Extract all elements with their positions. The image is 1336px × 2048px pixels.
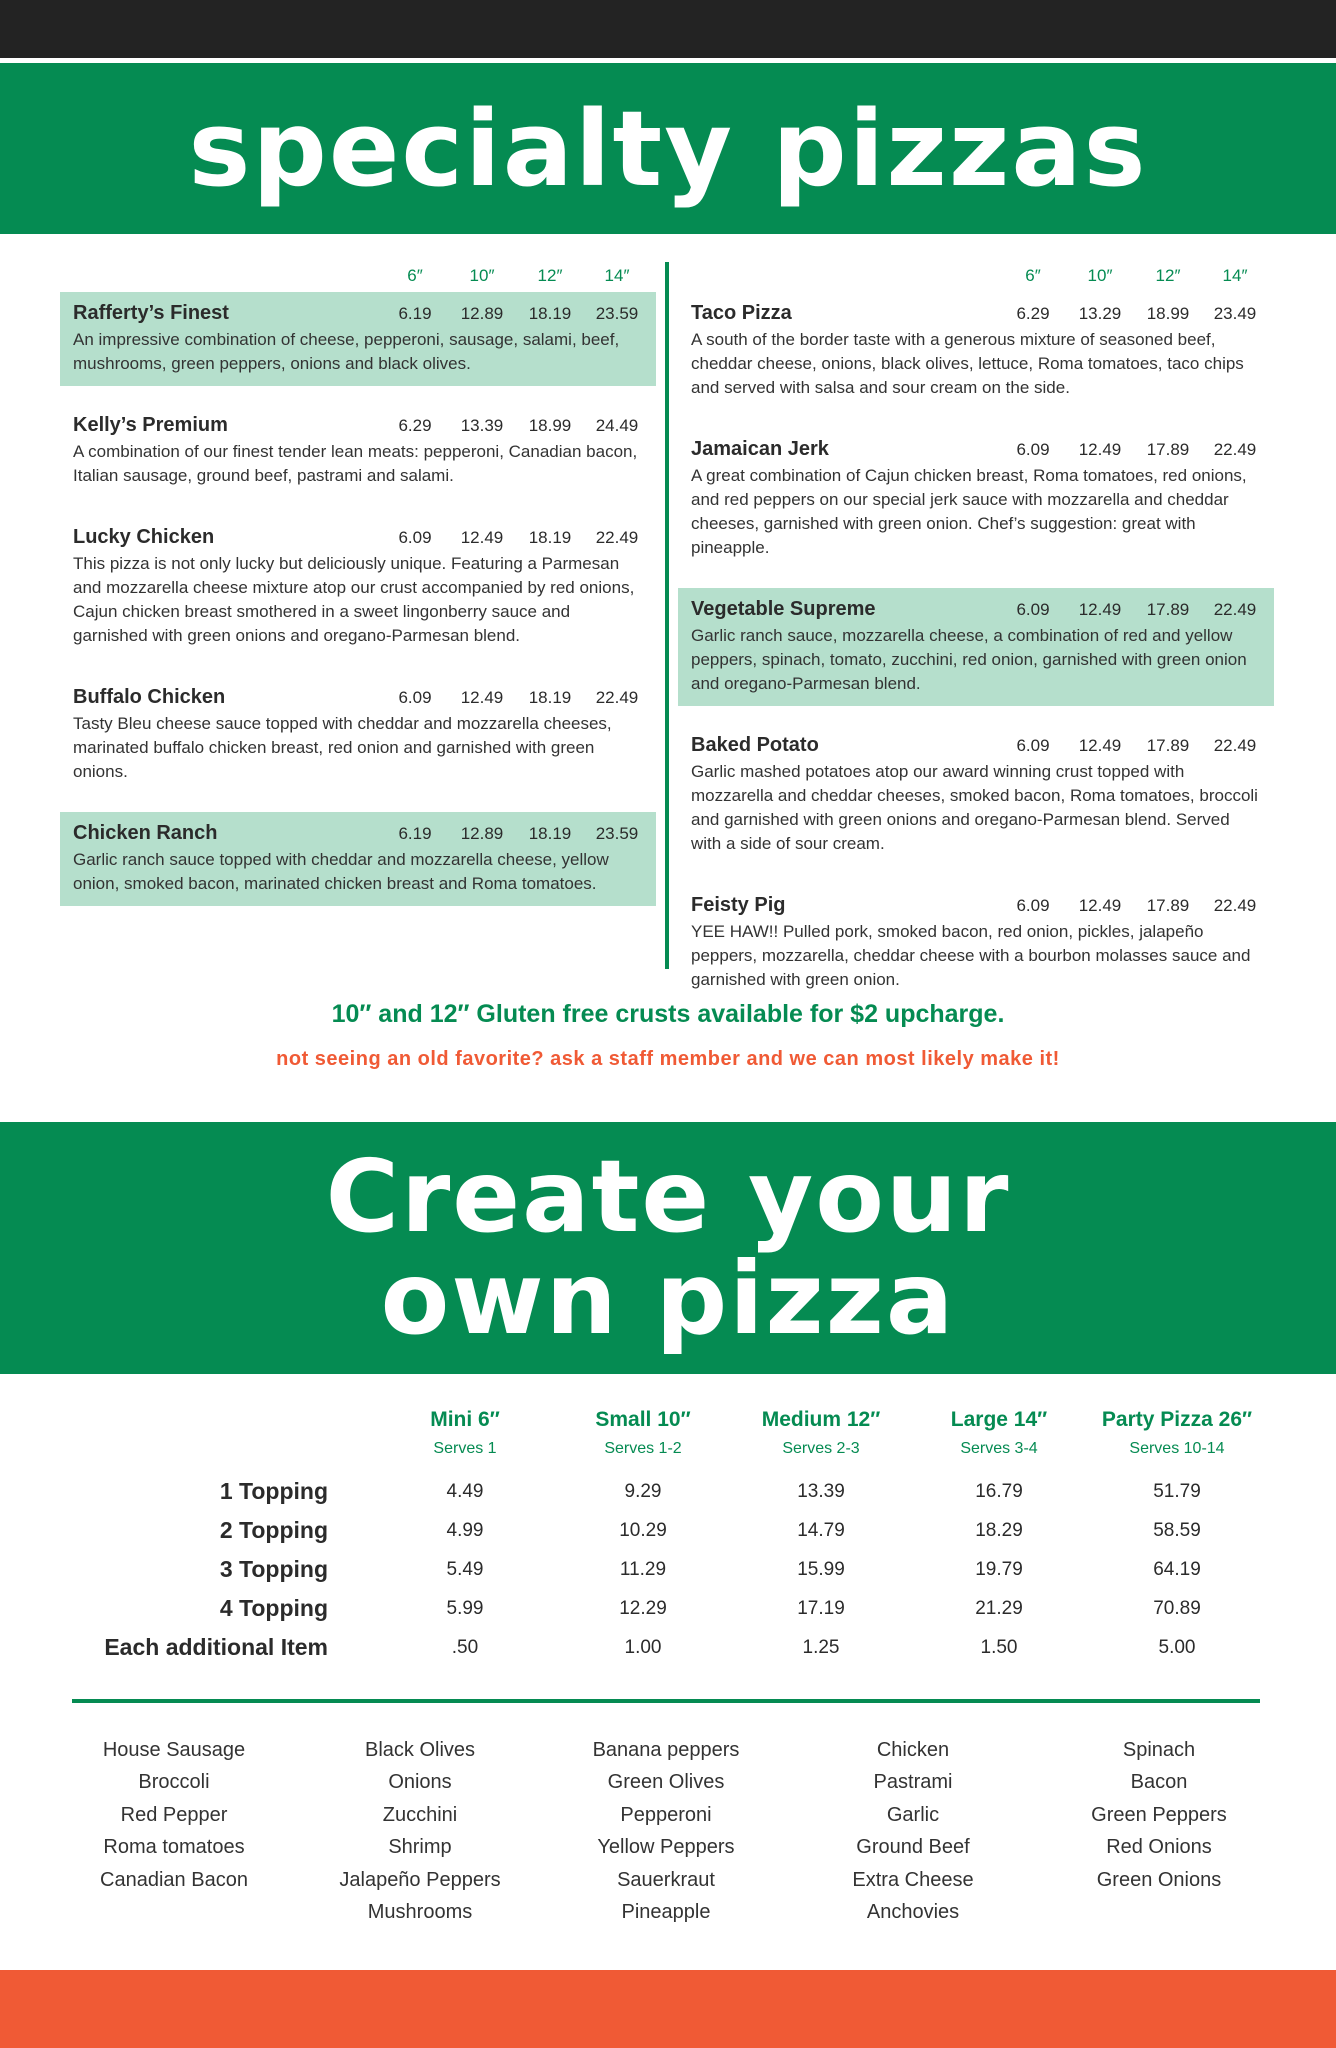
size-name: Large 14″ (950, 1408, 1048, 1431)
topping-item: Onions (388, 1771, 452, 1794)
topping-item: Pineapple (621, 1901, 711, 1924)
menu-item-price: 6.09 (398, 688, 432, 707)
topping-price: 5.99 (446, 1598, 484, 1619)
topping-item: Yellow Peppers (597, 1836, 735, 1859)
menu-item (60, 292, 656, 386)
menu-item-price: 6.09 (1016, 896, 1050, 915)
menu-item-price: 6.09 (1016, 600, 1050, 619)
topping-price: 21.29 (975, 1598, 1023, 1619)
topping-item: Jalapeño Peppers (339, 1868, 501, 1891)
menu-item-price: 18.99 (1146, 304, 1190, 323)
menu-item-price: 12.49 (1078, 736, 1122, 755)
menu-item-price: 12.49 (460, 688, 504, 707)
topping-price: 5.49 (446, 1559, 484, 1580)
topping-price: 1.00 (624, 1637, 662, 1658)
topping-item: Roma tomatoes (103, 1836, 245, 1859)
topping-price: 11.29 (619, 1559, 667, 1580)
toppings-column (54, 1734, 294, 1896)
topping-price: 5.00 (1158, 1637, 1196, 1658)
topping-item: Zucchini (382, 1803, 458, 1826)
size-serves: Serves 3-4 (960, 1440, 1038, 1457)
menu-item-price: 6.09 (1016, 736, 1050, 755)
size-column-header (1087, 1408, 1267, 1458)
menu-item-price: 22.49 (1213, 440, 1257, 459)
menu-item-name: Taco Pizza (691, 302, 792, 324)
size-header: 14″ (604, 266, 630, 285)
size-header: 10″ (469, 266, 495, 285)
topping-price: 13.39 (797, 1481, 845, 1502)
menu-item-header (691, 300, 1261, 328)
size-column-header (375, 1408, 555, 1458)
menu-item-description: This pizza is not only lucky but deliciously unique. Featuring a Parmesan and mozzarella cheese mixture atop our crust accompanied by red onions, Cajun chicken breast smothered in a sweet lingonberry sauce and garnished with green onions and oregano-Parmesan blend. (73, 554, 635, 645)
topping-price: 70.89 (1153, 1598, 1201, 1619)
create-your-own-banner (0, 1122, 1336, 1374)
menu-item-price: 18.99 (528, 416, 572, 435)
menu-item (60, 812, 656, 906)
menu-item-price: 22.49 (1213, 600, 1257, 619)
menu-item-price: 12.49 (1078, 440, 1122, 459)
topping-price: 51.79 (1153, 1481, 1201, 1502)
topping-price-row (0, 1517, 1336, 1553)
menu-item-price: 12.49 (1078, 600, 1122, 619)
specialty-left-column (60, 262, 656, 924)
menu-item-header (73, 820, 643, 848)
menu-item-header (73, 524, 643, 552)
size-header: 10″ (1087, 266, 1113, 285)
topping-price: 64.19 (1153, 1559, 1201, 1580)
menu-item-name: Chicken Ranch (73, 822, 218, 844)
menu-item-price: 22.49 (1213, 736, 1257, 755)
menu-item-header (691, 892, 1261, 920)
size-header: 14″ (1222, 266, 1248, 285)
topping-price: 1.50 (980, 1637, 1018, 1658)
menu-item-price: 22.49 (595, 528, 639, 547)
menu-item-description: Tasty Bleu cheese sauce topped with cheddar and mozzarella cheeses, marinated buffalo chicken breast, red onion and garnished with green onions. (73, 714, 612, 781)
menu-item-price: 6.09 (398, 528, 432, 547)
menu-item-name: Jamaican Jerk (691, 438, 829, 460)
size-header: 12″ (537, 266, 563, 285)
topping-price-row (0, 1595, 1336, 1631)
topping-item: Mushrooms (367, 1901, 473, 1924)
topping-item: Green Onions (1096, 1868, 1222, 1891)
size-serves: Serves 1-2 (604, 1440, 682, 1457)
size-header-row (678, 262, 1274, 292)
old-favorite-note: not seeing an old favorite? ask a staff member and we can most likely make it! (276, 1048, 1060, 1070)
size-serves: Serves 2-3 (782, 1440, 860, 1457)
size-name: Mini 6″ (430, 1408, 500, 1431)
menu-item-name: Baked Potato (691, 734, 819, 756)
topping-item: Spinach (1122, 1739, 1196, 1761)
size-name: Medium 12″ (761, 1408, 881, 1431)
topping-price-row (0, 1478, 1336, 1514)
topping-count-label: 3 Topping (219, 1556, 328, 1582)
topping-item: Banana peppers (592, 1739, 740, 1761)
topping-item: Garlic (886, 1803, 940, 1826)
menu-item-price: 6.29 (398, 416, 432, 435)
topping-item: Broccoli (138, 1771, 210, 1794)
size-name: Party Pizza 26″ (1101, 1408, 1253, 1431)
topping-item: Pastrami (873, 1771, 953, 1794)
topping-item: Extra Cheese (852, 1868, 974, 1891)
menu-item-name: Rafferty’s Finest (73, 302, 229, 324)
column-divider (665, 262, 669, 969)
menu-item-description: Garlic ranch sauce, mozzarella cheese, a combination of red and yellow peppers, spinach, tomato, zucchini, red onion, garnished with green onion and oregano-Parmesan blend. (691, 626, 1247, 693)
menu-item-price: 6.19 (398, 824, 432, 843)
menu-item-price: 23.49 (1213, 304, 1257, 323)
menu-item-price: 17.89 (1146, 440, 1190, 459)
topping-price: 10.29 (619, 1520, 667, 1541)
topping-item: Chicken (876, 1739, 950, 1761)
menu-item-price: 24.49 (595, 416, 639, 435)
menu-item (678, 724, 1274, 866)
topping-price: .50 (451, 1637, 479, 1658)
topping-item: Black Olives (364, 1739, 476, 1761)
menu-item-price: 22.49 (595, 688, 639, 707)
topping-price-row (0, 1634, 1336, 1670)
menu-item-price: 18.19 (528, 824, 572, 843)
topping-item: Anchovies (866, 1901, 960, 1924)
menu-item-price: 18.19 (528, 528, 572, 547)
topping-item: Sauerkraut (617, 1868, 715, 1891)
menu-item-name: Feisty Pig (691, 894, 786, 916)
topping-price: 9.29 (624, 1481, 662, 1502)
size-header: 12″ (1155, 266, 1181, 285)
menu-item-price: 13.39 (460, 416, 504, 435)
menu-item-price: 22.49 (1213, 896, 1257, 915)
menu-item-price: 12.49 (1078, 896, 1122, 915)
size-column-header (553, 1408, 733, 1458)
topping-price-row (0, 1556, 1336, 1592)
topping-count-label: 1 Topping (219, 1478, 328, 1504)
topping-count-label: Each additional Item (104, 1634, 328, 1660)
topping-count-label: 4 Topping (219, 1595, 328, 1621)
topping-price: 1.25 (802, 1637, 840, 1658)
menu-item-price: 12.89 (460, 824, 504, 843)
menu-item (60, 404, 656, 498)
topping-price: 14.79 (797, 1520, 845, 1541)
menu-item-price: 12.49 (460, 528, 504, 547)
menu-item (678, 884, 1274, 1002)
menu-item-description: A great combination of Cajun chicken breast, Roma tomatoes, red onions, and red peppers on our special jerk sauce with mozzarella and cheddar cheeses, garnished with green onion. Chef’s suggestion: great with pineapple. (691, 466, 1247, 557)
toppings-column (300, 1734, 540, 1928)
menu-item-description: Garlic ranch sauce topped with cheddar and mozzarella cheese, yellow onion, smoked bacon, marinated chicken breast and Roma tomatoes. (73, 850, 609, 893)
menu-item-price: 17.89 (1146, 600, 1190, 619)
toppings-column (793, 1734, 1033, 1928)
size-serves: Serves 10-14 (1129, 1440, 1225, 1457)
specialty-pizzas-banner (0, 63, 1336, 234)
create-your-own-title-line1: Create your (325, 1138, 1011, 1255)
menu-item-price: 6.29 (1016, 304, 1050, 323)
menu-item-price: 6.09 (1016, 440, 1050, 459)
menu-item-price: 12.89 (460, 304, 504, 323)
specialty-right-column (678, 262, 1274, 1020)
menu-item-name: Kelly’s Premium (73, 414, 228, 436)
topping-item: Green Olives (607, 1771, 725, 1794)
menu-item-description: A south of the border taste with a generous mixture of seasoned beef, cheddar cheese, onions, black olives, lettuce, Roma tomatoes, taco chips and served with salsa and sour cream on the side. (691, 330, 1244, 397)
menu-item-description: YEE HAW!! Pulled pork, smoked bacon, red onion, pickles, jalapeño peppers, mozzarella, cheddar cheese with a bourbon molasses sauce and garnished with green onion. (691, 922, 1251, 989)
menu-item (678, 292, 1274, 410)
toppings-divider (72, 1699, 1260, 1703)
menu-item-price: 17.89 (1146, 896, 1190, 915)
menu-item-description: A combination of our finest tender lean meats: pepperoni, Canadian bacon, Italian sausage, ground beef, pastrami and salami. (73, 442, 638, 485)
topping-item: Bacon (1130, 1771, 1188, 1794)
menu-item-header (73, 684, 643, 712)
size-name: Small 10″ (595, 1408, 691, 1431)
menu-item-price: 17.89 (1146, 736, 1190, 755)
topping-price: 17.19 (797, 1598, 845, 1619)
menu-item (60, 516, 656, 658)
toppings-column (1039, 1734, 1279, 1896)
topping-price: 58.59 (1153, 1520, 1201, 1541)
size-serves: Serves 1 (433, 1440, 497, 1457)
menu-item-name: Lucky Chicken (73, 526, 215, 548)
topping-item: Canadian Bacon (100, 1868, 248, 1891)
topping-item: House Sausage (102, 1739, 246, 1761)
menu-item-header (691, 596, 1261, 624)
menu-item-price: 13.29 (1078, 304, 1122, 323)
topping-price: 19.79 (975, 1559, 1023, 1580)
menu-item (678, 588, 1274, 706)
size-header: 6″ (1025, 266, 1041, 285)
topping-price: 18.29 (975, 1520, 1023, 1541)
menu-item-price: 23.59 (595, 304, 639, 323)
menu-item-description: An impressive combination of cheese, pepperoni, sausage, salami, beef, mushrooms, green peppers, onions and black olives. (73, 330, 620, 373)
size-column-header (731, 1408, 911, 1458)
menu-item-price: 18.19 (528, 304, 572, 323)
topping-price: 4.49 (446, 1481, 484, 1502)
top-dark-bar (0, 0, 1336, 58)
size-column-header (909, 1408, 1089, 1458)
specialty-pizzas-title: specialty pizzas (188, 87, 1148, 210)
menu-item-name: Buffalo Chicken (73, 686, 226, 708)
toppings-column (546, 1734, 786, 1928)
menu-item-name: Vegetable Supreme (691, 598, 876, 620)
menu-item-header (691, 732, 1261, 760)
menu-item (678, 428, 1274, 570)
gluten-free-note: 10″ and 12″ Gluten free crusts available for $2 upcharge. (331, 1000, 1005, 1028)
topping-price: 15.99 (797, 1559, 845, 1580)
topping-item: Shrimp (388, 1836, 452, 1859)
create-your-own-title-line2: own pizza (380, 1240, 956, 1357)
topping-item: Green Peppers (1091, 1803, 1227, 1826)
topping-price: 12.29 (619, 1598, 667, 1619)
topping-price: 16.79 (975, 1481, 1023, 1502)
menu-item-header (691, 436, 1261, 464)
bottom-orange-bar (0, 1970, 1336, 2048)
size-header-row (60, 262, 656, 292)
menu-item-price: 23.59 (595, 824, 639, 843)
topping-count-label: 2 Topping (219, 1517, 328, 1543)
topping-item: Red Pepper (120, 1803, 228, 1826)
topping-item: Pepperoni (620, 1803, 712, 1826)
topping-item: Red Onions (1106, 1836, 1212, 1859)
menu-item-price: 18.19 (528, 688, 572, 707)
menu-item-description: Garlic mashed potatoes atop our award winning crust topped with mozzarella and cheddar cheeses, smoked bacon, Roma tomatoes, broccoli and garnished with green onions and oregano-Parmesan blend. Served with a side of sour cream. (691, 762, 1258, 853)
topping-item: Ground Beef (856, 1836, 970, 1859)
topping-price: 4.99 (446, 1520, 484, 1541)
menu-item-header (73, 412, 643, 440)
menu-item-price: 6.19 (398, 304, 432, 323)
size-header: 6″ (407, 266, 423, 285)
menu-item-header (73, 300, 643, 328)
menu-item (60, 676, 656, 794)
